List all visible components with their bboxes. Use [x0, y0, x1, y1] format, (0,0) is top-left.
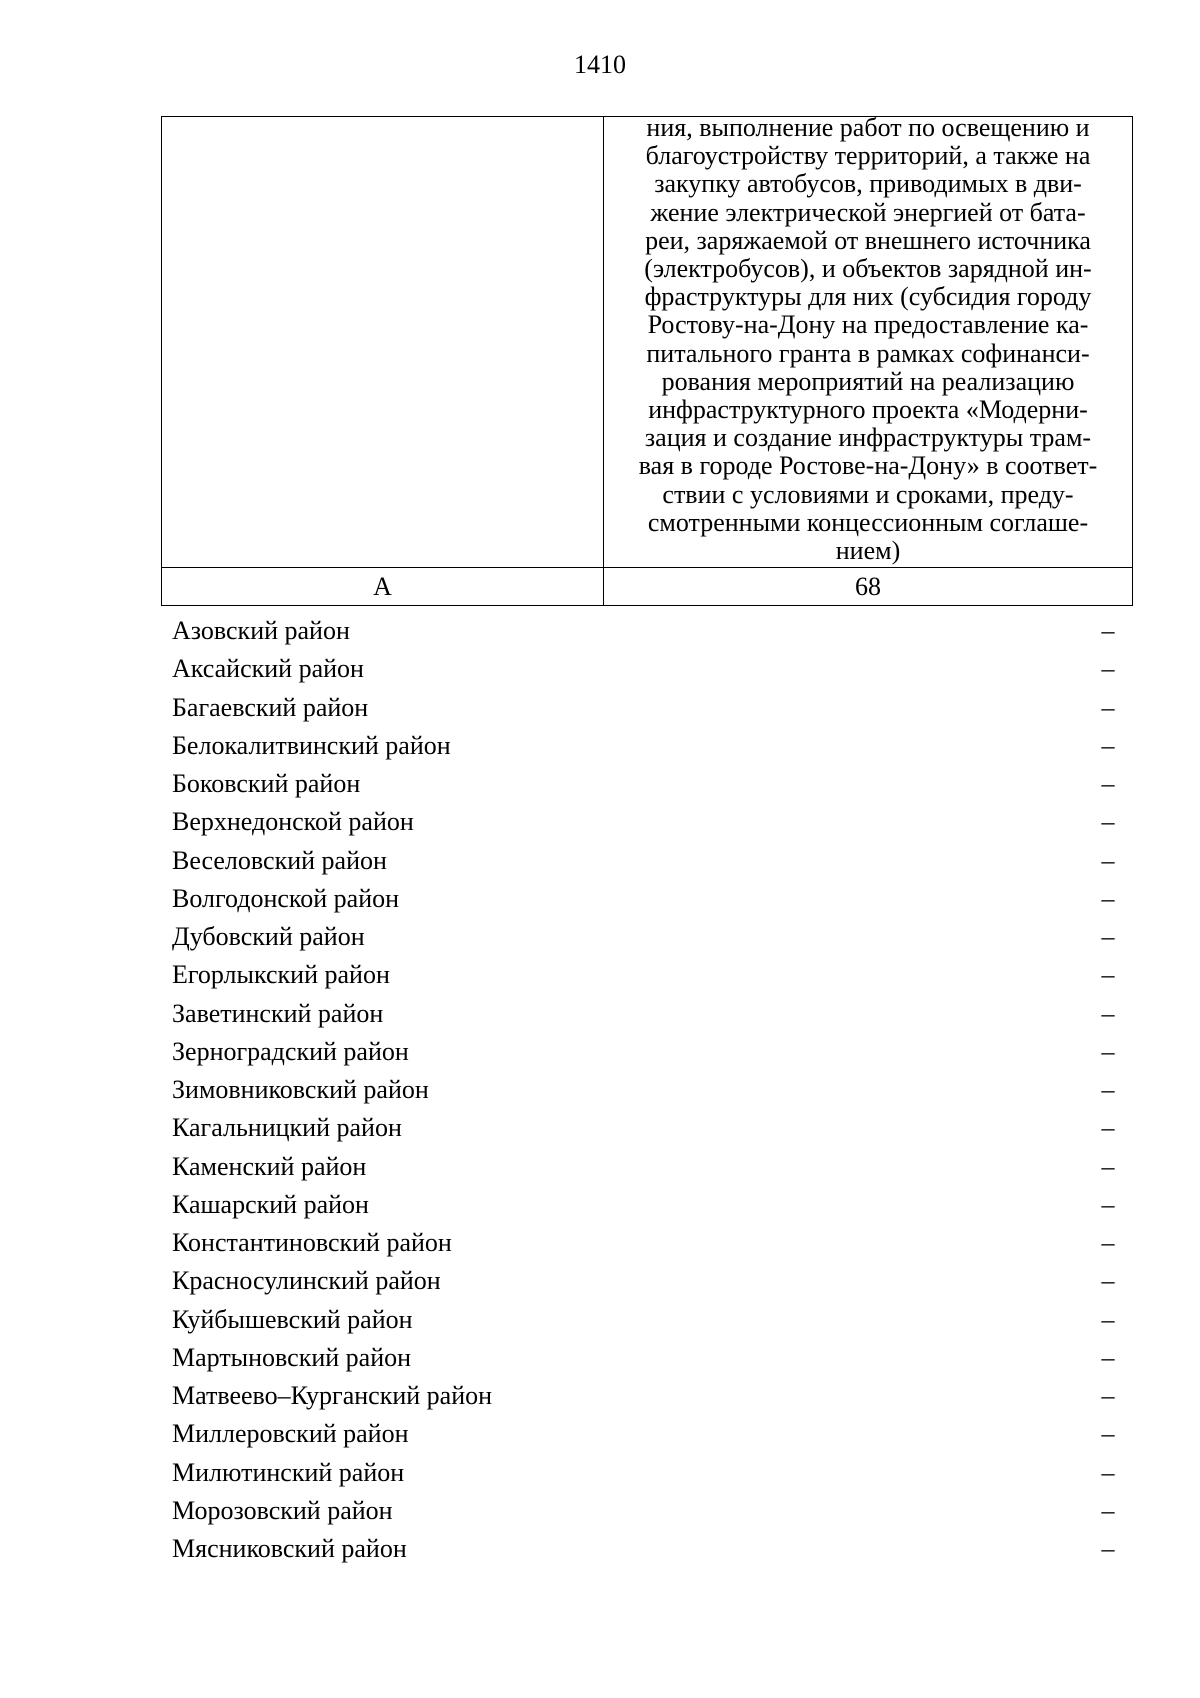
district-name: Морозовский район [172, 1495, 393, 1525]
description-line: вая в городе Ростове-на-Дону» в соответ- [638, 451, 1098, 481]
district-name: Дубовский район [172, 922, 365, 952]
district-name: Зимовниковский район [172, 1075, 429, 1105]
description-line: благоустройству территорий, а также на [645, 141, 1091, 171]
description-line: закупку автобусов, приводимых в дви- [654, 169, 1082, 199]
district-row [172, 1262, 1120, 1300]
district-row [172, 1454, 1120, 1492]
district-row [172, 1033, 1120, 1071]
description-line: смотренными концессионным соглаше- [647, 507, 1089, 537]
district-value: – [1101, 1075, 1115, 1105]
district-row [172, 1530, 1120, 1568]
district-value: – [1101, 1342, 1115, 1372]
district-value: – [1101, 960, 1115, 990]
district-row [172, 1492, 1120, 1530]
district-value: – [1101, 730, 1115, 760]
district-row [172, 727, 1120, 765]
district-name: Боковский район [172, 769, 361, 799]
district-value: – [1101, 922, 1115, 952]
district-value: – [1101, 692, 1115, 722]
district-name: Верхнедонской район [172, 807, 414, 837]
district-row [172, 1377, 1120, 1415]
column-a-label: А [162, 568, 604, 606]
district-row [172, 1109, 1120, 1147]
description-line: нием) [835, 536, 901, 566]
district-row [172, 842, 1120, 880]
column-68-label: 68 [604, 568, 1133, 606]
district-name: Аксайский район [172, 654, 364, 684]
district-value: – [1101, 1266, 1115, 1296]
district-value: – [1101, 1534, 1115, 1564]
district-row [172, 803, 1120, 841]
district-value: – [1101, 883, 1115, 913]
district-value: – [1101, 654, 1115, 684]
column-number-row [162, 568, 1133, 606]
district-name: Волгодонской район [172, 883, 400, 913]
district-value: – [1101, 769, 1115, 799]
district-name: Милютинский район [172, 1457, 405, 1487]
description-line: ния, выполнение работ по освещению и [646, 113, 1090, 142]
district-name: Куйбышевский район [172, 1304, 413, 1334]
district-value: – [1101, 1151, 1115, 1181]
district-value: – [1101, 1419, 1115, 1449]
district-value: – [1101, 998, 1115, 1028]
district-name: Миллеровский район [172, 1419, 409, 1449]
description-cell [604, 113, 1133, 568]
description-line: питального гранта в рамках софинанси- [646, 338, 1090, 368]
district-name: Зерноградский район [172, 1036, 409, 1066]
district-name: Кагальницкий район [172, 1113, 402, 1143]
district-name: Каменский район [172, 1151, 367, 1181]
district-row [172, 1415, 1120, 1453]
district-list [172, 612, 1120, 1568]
description-line: рования мероприятий на реализацию [661, 366, 1075, 396]
district-value: – [1101, 1304, 1115, 1334]
district-row [172, 995, 1120, 1033]
district-row [172, 1148, 1120, 1186]
district-value: – [1101, 807, 1115, 837]
district-row [172, 689, 1120, 727]
district-row [172, 1339, 1120, 1377]
district-value: – [1101, 1457, 1115, 1487]
district-name: Багаевский район [172, 692, 369, 722]
district-row [172, 1301, 1120, 1339]
district-row [172, 918, 1120, 956]
description-line: зация и создание инфраструктуры трам- [644, 423, 1092, 453]
district-row [172, 765, 1120, 803]
description-line: (электробусов), и объектов зарядной ин- [644, 254, 1092, 284]
district-value: – [1101, 845, 1115, 875]
district-row [172, 880, 1120, 918]
description-row [162, 117, 1133, 568]
district-name: Заветинский район [172, 998, 384, 1028]
district-value: – [1101, 1495, 1115, 1525]
description-line: Ростову-на-Дону на предоставление ка- [647, 310, 1089, 340]
district-name: Веселовский район [172, 845, 387, 875]
header-table [161, 113, 1133, 606]
district-row [172, 956, 1120, 994]
district-row [172, 650, 1120, 688]
district-row [172, 1186, 1120, 1224]
description-line: реи, заряжаемой от внешнего источника [645, 225, 1091, 255]
district-row [172, 1224, 1120, 1262]
district-value: – [1101, 616, 1115, 646]
page-number: 1410 [574, 50, 626, 79]
district-name: Азовский район [172, 616, 350, 646]
description-line: ствии с условиями и сроками, преду- [662, 479, 1074, 509]
district-row [172, 1071, 1120, 1109]
description-line: фраструктуры для них (субсидия городу [644, 282, 1092, 312]
empty-cell [162, 117, 604, 568]
district-name: Белокалитвинский район [172, 730, 451, 760]
description-line: инфраструктурного проекта «Модерни- [648, 395, 1088, 425]
district-name: Матвеево–Курганский район [172, 1381, 493, 1411]
district-value: – [1101, 1228, 1115, 1258]
district-value: – [1101, 1381, 1115, 1411]
description-line: жение электрической энергией от бата- [650, 197, 1086, 227]
district-value: – [1101, 1036, 1115, 1066]
district-value: – [1101, 1189, 1115, 1219]
district-name: Константиновский район [172, 1228, 452, 1258]
district-row [172, 612, 1120, 650]
description-text [604, 114, 1132, 567]
district-name: Кашарский район [172, 1189, 369, 1219]
district-name: Красносулинский район [172, 1266, 441, 1296]
district-name: Егорлыкский район [172, 960, 390, 990]
district-name: Мясниковский район [172, 1534, 407, 1564]
district-name: Мартыновский район [172, 1342, 412, 1372]
district-value: – [1101, 1113, 1115, 1143]
